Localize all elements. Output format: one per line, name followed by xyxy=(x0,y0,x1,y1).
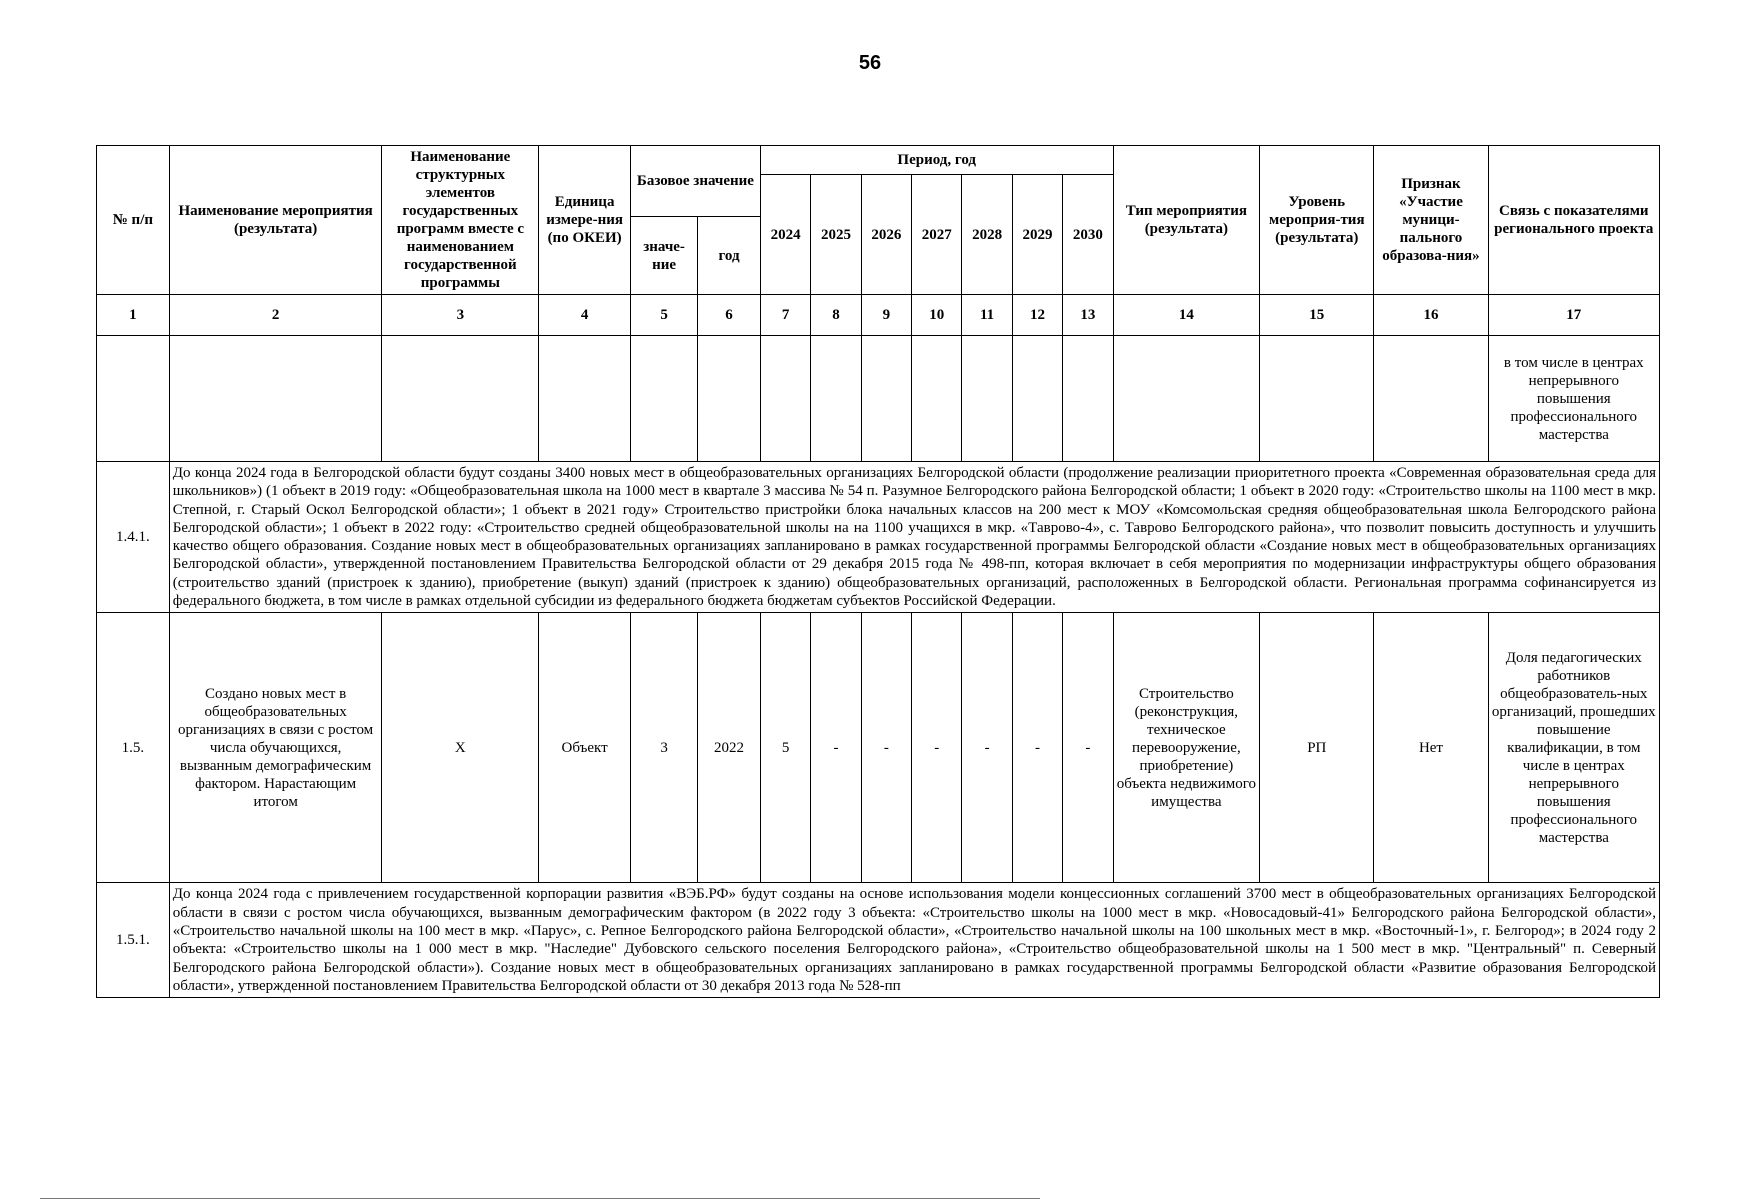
header-period: Период, год xyxy=(760,146,1113,175)
activity-description: До конца 2024 года с привлечением государственной корпорации развития «ВЭБ.РФ» будут созданы на основе использования модели концессионных соглашений 3700 мест в общеобразовательных организациях Белгородской области в связи с ростом числа обучающихся, вызванным демографическим фактором (в 2022 году 3 объекта: «Строительство школы на 1000 мест в мкр. «Новосадовый-41» Белгородского района Белгородской области», «Строительство начальной школы на 100 мест в мкр. «Парус», с. Репное Белгородского района Белгородской области», «Строительство начальной школы на 100 школьных мест в мкр. «Восточный-1», г. Белгород»; в 2024 году 2 объекта: «Строительство школы на 1 000 мест в мкр. "Наследие" Дубовского сельского поселения Белгородского района», «Строительство общеобразовательной школы на 1 500 мест в мкр. "Центральный" п. Северный Белгородского района Белгородской области»). Создание новых мест в общеобразовательных организациях запланировано в рамках государственной программы Белгородской области «Развитие образования Белгородской области», утвержденной постановлением Правительства Белгородской области от 30 декабря 2013 года № 528-пп xyxy=(169,883,1659,998)
column-number: 14 xyxy=(1113,295,1260,336)
header-row-1 xyxy=(97,146,1660,175)
header-year: 2028 xyxy=(962,175,1012,295)
row-number: 1.5.1. xyxy=(97,883,170,998)
column-number: 12 xyxy=(1012,295,1062,336)
structural-element: X xyxy=(382,613,539,883)
regional-link-cell: в том числе в центрах непрерывного повышения профессионального мастерства xyxy=(1488,336,1659,462)
header-year: 2025 xyxy=(811,175,861,295)
row-number: 1.4.1. xyxy=(97,462,170,613)
regional-link: Доля педагогических работников общеобразователь-ных организаций, прошедших повышение квалификации, в том числе в центрах непрерывного повышения профессионального мастерства xyxy=(1488,613,1659,883)
header-structural-elements: Наименование структурных элементов государственных программ вместе с наименованием государственной программы xyxy=(382,146,539,295)
value-2029: - xyxy=(1012,613,1062,883)
municipal-participation: Нет xyxy=(1374,613,1488,883)
base-year: 2022 xyxy=(698,613,761,883)
value-2026: - xyxy=(861,613,911,883)
base-value: 3 xyxy=(631,613,698,883)
column-number: 10 xyxy=(912,295,962,336)
header-year: 2024 xyxy=(760,175,810,295)
activity-level: РП xyxy=(1260,613,1374,883)
column-number: 3 xyxy=(382,295,539,336)
header-num: № п/п xyxy=(97,146,170,295)
activity-description: До конца 2024 года в Белгородской области будут созданы 3400 новых мест в общеобразовательных организациях Белгородской области (продолжение реализации приоритетного проекта «Современная образовательная среда для школьников») (1 объект в 2019 году: «Общеобразовательная школа на 1000 мест в квартале 3 массива № 54 п. Разумное Белгородского района Белгородской области; 1 объект в 2020 году: «Строительство школы на 1100 мест в мкр. Степной, г. Старый Оскол Белгородской области»; 1 объект в 2021 году» Строительство пристройки блока начальных классов на 200 мест к МОУ «Комсомольская средняя общеобразовательная школа Белгородского района Белгородской области»; 1 объект в 2022 году: «Строительство средней общеобразовательной школы на на 1100 учащихся в мкр. «Таврово-4», с. Таврово Белгородского района», что позволит повысить доступность и улучшить качество общего образования. Создание новых мест в общеобразовательных организациях запланировано в рамках государственной программы Белгородской области «Создание новых мест в общеобразовательных организациях Белгородской области», утвержденной постановлением Правительства Белгородской области от 29 декабря 2015 года № 498-пп, которая включает в себя мероприятия по модернизации инфраструктуры общего образования (строительство зданий (пристроек к зданию), приобретение (выкуп) зданий (пристроек к зданию) общеобразовательных организаций, расположенных в Белгородской области. Региональная программа софинансируется из федерального бюджета, в том числе в рамках отдельной субсидии из федерального бюджета бюджетам субъектов Российской Федерации. xyxy=(169,462,1659,613)
column-number: 17 xyxy=(1488,295,1659,336)
header-year: 2027 xyxy=(912,175,962,295)
page-number: 56 xyxy=(858,52,882,74)
header-unit: Единица измере-ния (по ОКЕИ) xyxy=(539,146,631,295)
table-row-1-5 xyxy=(97,613,1660,883)
activity-name: Создано новых мест в общеобразовательных организациях в связи с ростом числа обучающихся, вызванным демографическим фактором. Нарастающим итогом xyxy=(169,613,382,883)
column-number: 15 xyxy=(1260,295,1374,336)
column-number: 13 xyxy=(1063,295,1113,336)
column-number: 9 xyxy=(861,295,911,336)
value-2025: - xyxy=(811,613,861,883)
value-2027: - xyxy=(912,613,962,883)
header-activity-type: Тип мероприятия (результата) xyxy=(1113,146,1260,295)
table-row-1-4-1 xyxy=(97,462,1660,613)
column-number: 5 xyxy=(631,295,698,336)
column-numbers-row xyxy=(97,295,1660,336)
activities-table xyxy=(96,145,1660,998)
header-regional-link: Связь с показателями регионального проекта xyxy=(1488,146,1659,295)
column-number: 2 xyxy=(169,295,382,336)
header-base-value: Базовое значение xyxy=(631,146,761,217)
value-2028: - xyxy=(962,613,1012,883)
header-activity-name: Наименование мероприятия (результата) xyxy=(169,146,382,295)
unit: Объект xyxy=(539,613,631,883)
column-number: 7 xyxy=(760,295,810,336)
header-base-value-year: год xyxy=(698,217,761,295)
column-number: 1 xyxy=(97,295,170,336)
header-year: 2030 xyxy=(1063,175,1113,295)
column-number: 16 xyxy=(1374,295,1488,336)
column-number: 6 xyxy=(698,295,761,336)
table-row-1-5-1 xyxy=(97,883,1660,998)
column-number: 4 xyxy=(539,295,631,336)
header-municipal-participation: Признак «Участие муници-пального образова-ния» xyxy=(1374,146,1488,295)
column-number: 11 xyxy=(962,295,1012,336)
header-activity-level: Уровень мероприя-тия (результата) xyxy=(1260,146,1374,295)
scan-edge-line xyxy=(40,1198,1040,1199)
header-year: 2029 xyxy=(1012,175,1062,295)
column-number: 8 xyxy=(811,295,861,336)
row-number: 1.5. xyxy=(97,613,170,883)
header-base-value-number: значе-ние xyxy=(631,217,698,295)
header-year: 2026 xyxy=(861,175,911,295)
continuation-row xyxy=(97,336,1660,462)
value-2024: 5 xyxy=(760,613,810,883)
value-2030: - xyxy=(1063,613,1113,883)
activity-type: Строительство (реконструкция, техническое перевооружение, приобретение) объекта недвижимого имущества xyxy=(1113,613,1260,883)
